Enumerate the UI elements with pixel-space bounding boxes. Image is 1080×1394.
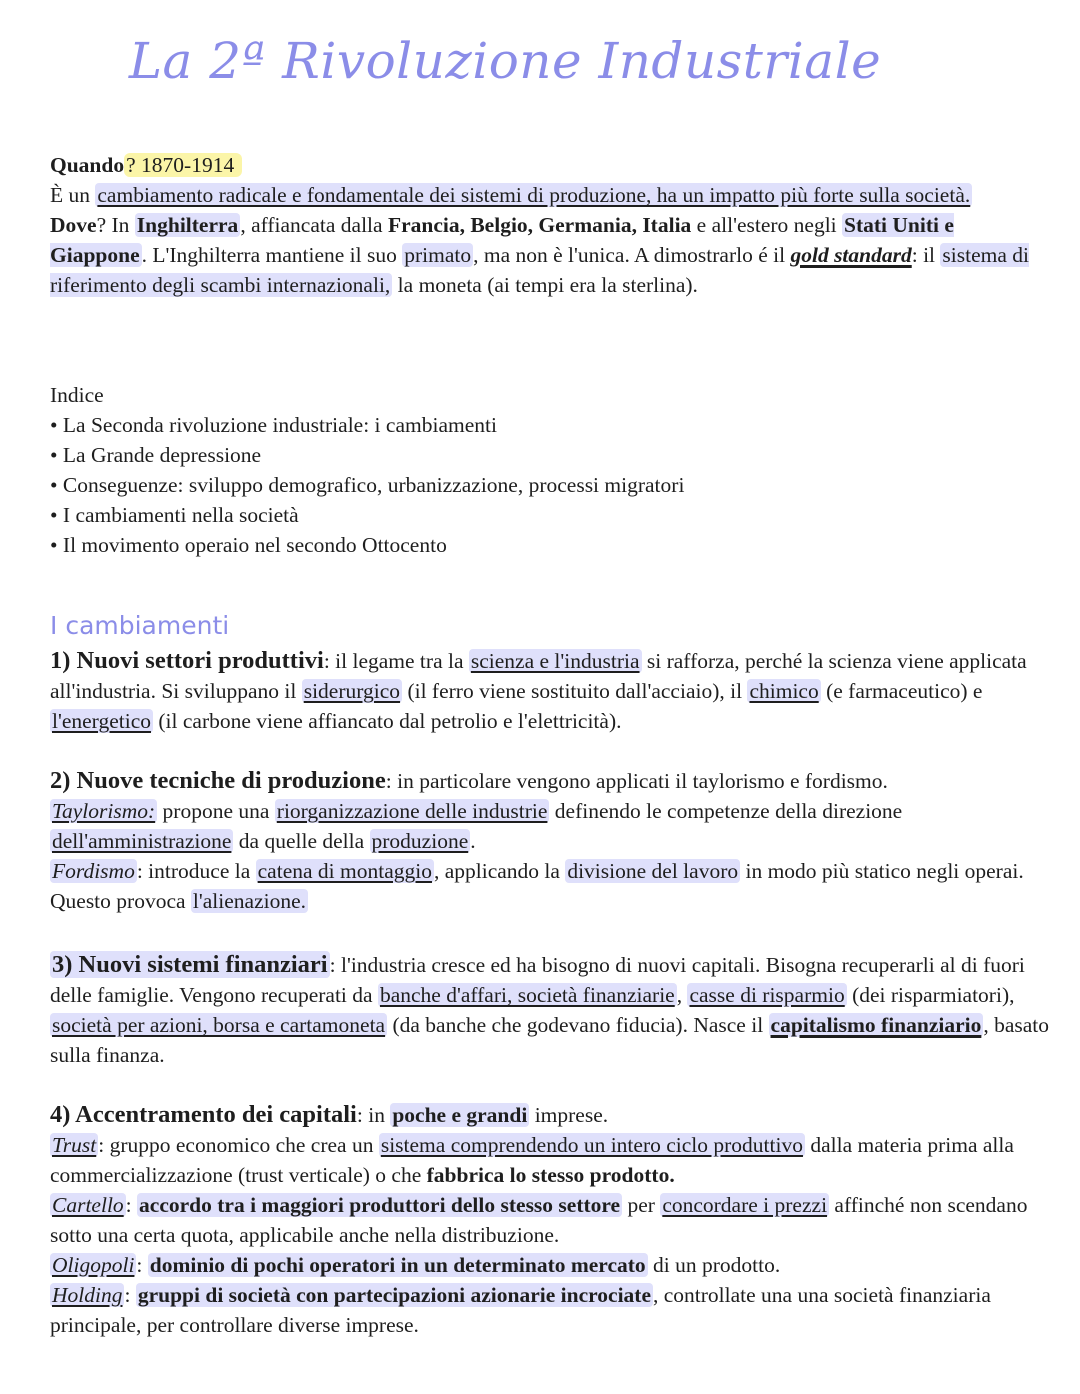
where-text-6: : il xyxy=(911,243,941,267)
when-label: Quando xyxy=(50,153,125,177)
where-text-7: la moneta (ai tempi era la sterlina). xyxy=(392,273,698,297)
definition-highlight: cambiamento radicale e fondamentale dei sistemi di produzione, ha un impatto più forte sulla società. xyxy=(97,183,971,207)
s4-trust-text-c: dalla materia prima alla commercializzazione (trust verticale) o che xyxy=(50,1133,1014,1187)
s4-trust-same-product: fabbrica lo stesso prodotto. xyxy=(426,1163,675,1187)
s4-trust-system: sistema comprendendo un intero ciclo produttivo xyxy=(380,1133,803,1157)
section-2-heading: 2) Nuove tecniche di produzione xyxy=(50,767,386,794)
s2-administration: dell'amministrazione xyxy=(52,829,232,853)
s2-production: produzione xyxy=(371,829,469,853)
s1-text-c: si rafforza, perché la scienza viene applicata all'industria. Si sviluppano il xyxy=(50,649,1027,703)
s1-science-industry: scienza e l'industria xyxy=(470,649,640,673)
where-text-4: . L'Inghilterra mantiene il suo xyxy=(141,243,403,267)
where-paragraph xyxy=(50,210,1050,300)
section-1-heading: 1) Nuovi settori produttivi xyxy=(50,647,324,674)
s1-text-i: (il carbone viene affiancato dal petrolio e l'elettricità). xyxy=(153,709,622,733)
s3-joint-stock: società per azioni, borsa e cartamoneta xyxy=(52,1013,386,1037)
gold-standard-term: gold standard xyxy=(790,243,912,267)
index-heading: Indice xyxy=(50,383,104,407)
index-item: • Il movimento operaio nel secondo Ottocento xyxy=(50,530,1050,560)
s2-t-text-g: . xyxy=(470,829,476,853)
s2-assembly-line: catena di montaggio xyxy=(257,859,432,883)
when-question-mark: ? xyxy=(126,153,136,177)
section-title: I cambiamenti xyxy=(50,611,230,640)
s4-text-a: : in xyxy=(356,1103,391,1127)
where-usa-japan: Stati Uniti e Giappone xyxy=(50,213,954,267)
where-countries: Francia, Belgio, Germania, Italia xyxy=(387,213,692,237)
definition-prefix: È un xyxy=(50,183,96,207)
s4-cart-text-c: per xyxy=(622,1193,661,1217)
s2-text-a: : in particolare vengono applicati il taylorismo e fordismo. xyxy=(385,769,888,793)
s4-cart-text-e: affinché non scendano sotto una certa quota, applicabile anche nella distribuzione. xyxy=(50,1193,1028,1247)
where-text-2: , affiancata dalla xyxy=(240,213,388,237)
s4-olig-text-c: di un prodotto. xyxy=(647,1253,781,1277)
s4-trust-text-a: : gruppo economico che crea un xyxy=(98,1133,379,1157)
index-item: • La Grande depressione xyxy=(50,440,1050,470)
s1-text-a: : il legame tra la xyxy=(323,649,469,673)
where-text-5: , ma non è l'unica. A dimostrarlo é il xyxy=(473,243,791,267)
s3-text-g: (da banche che godevano fiducia). Nasce il xyxy=(387,1013,769,1037)
where-primato: primato xyxy=(404,243,472,267)
section-3-heading: 3) Nuovi sistemi finanziari xyxy=(52,951,328,978)
page-title: La 2ª Rivoluzione Industriale xyxy=(128,32,882,90)
s4-text-c: imprese. xyxy=(529,1103,609,1127)
s4-cart-agreement: accordo tra i maggiori produttori dello stesso settore xyxy=(139,1193,621,1217)
when-line xyxy=(50,150,1050,180)
where-text-1: ? In xyxy=(96,213,135,237)
s2-f-text-c: , applicando la xyxy=(433,859,566,883)
s3-text-c: , xyxy=(676,983,688,1007)
index-item: • La Seconda rivoluzione industriale: i cambiamenti xyxy=(50,410,1050,440)
s3-financial-capitalism: capitalismo finanziario xyxy=(770,1013,982,1037)
s1-siderurgico: siderurgico xyxy=(303,679,401,703)
s4-few-large: poche e grandi xyxy=(392,1103,528,1127)
s3-savings-banks: casse di risparmio xyxy=(689,983,845,1007)
section-3 xyxy=(50,950,1050,1070)
s1-chimico: chimico xyxy=(749,679,819,703)
s2-t-text-a: propone una xyxy=(157,799,275,823)
section-1 xyxy=(50,646,1050,736)
s3-banks: banche d'affari, società finanziarie xyxy=(379,983,675,1007)
s2-f-text-e: in modo più statico negli operai. Questo provoca xyxy=(50,859,1024,913)
s4-hold-groups: gruppi di società con partecipazioni azionarie incrociate xyxy=(137,1283,651,1307)
s2-t-text-e: da quelle della xyxy=(233,829,370,853)
where-label: Dove xyxy=(50,213,97,237)
intro-section xyxy=(50,150,1050,300)
trust-label: Trust xyxy=(52,1133,97,1157)
index-item: • Conseguenze: sviluppo demografico, urbanizzazione, processi migratori xyxy=(50,470,1050,500)
when-years: 1870-1914 xyxy=(135,153,235,177)
s1-text-g: (e farmaceutico) e xyxy=(820,679,983,703)
holding-label: Holding xyxy=(52,1283,123,1307)
where-text-3: e all'estero negli xyxy=(691,213,843,237)
when-value xyxy=(124,153,242,177)
section-4-heading: 4) Accentramento dei capitali xyxy=(50,1101,357,1128)
s2-reorganization: riorganizzazione delle industrie xyxy=(276,799,548,823)
fordismo-label: Fordismo xyxy=(52,859,135,883)
s1-text-e: (il ferro viene sostituito dall'acciaio), il xyxy=(402,679,748,703)
s4-olig-text-a: : xyxy=(136,1253,148,1277)
cartello-label: Cartello xyxy=(52,1193,124,1217)
index-item: • I cambiamenti nella società xyxy=(50,500,1050,530)
s4-hold-text-c: , controllate una una società finanziaria principale, per controllare diverse imprese. xyxy=(50,1283,991,1337)
definition-line xyxy=(50,180,1050,210)
where-reference-system: sistema di riferimento degli scambi internazionali, xyxy=(50,243,1029,297)
s2-division-of-labor: divisione del lavoro xyxy=(567,859,739,883)
s2-t-text-c: definendo le competenze della direzione xyxy=(549,799,903,823)
oligopoli-label: Oligopoli xyxy=(52,1253,135,1277)
s4-hold-text-a: : xyxy=(124,1283,136,1307)
index-list xyxy=(50,410,1050,560)
where-england: Inghilterra xyxy=(136,213,239,237)
s2-alienation: l'alienazione. xyxy=(192,889,307,913)
s1-energetico: l'energetico xyxy=(52,709,151,733)
s4-cart-prices: concordare i prezzi xyxy=(662,1193,828,1217)
s3-text-e: (dei risparmiatori), xyxy=(846,983,1015,1007)
s3-text-a: : l'industria cresce ed ha bisogno di nuovi capitali. Bisogna recuperarli al di fuori delle famiglie. Vengono recuperati da xyxy=(50,953,1025,1007)
section-2 xyxy=(50,766,1050,916)
taylorismo-label: Taylorismo: xyxy=(52,799,156,823)
index-section xyxy=(50,380,1050,560)
s4-cart-text-a: : xyxy=(125,1193,138,1217)
s4-olig-dominance: dominio di pochi operatori in un determinato mercato xyxy=(149,1253,646,1277)
section-4 xyxy=(50,1100,1050,1340)
s3-text-i: , basato sulla finanza. xyxy=(50,1013,1050,1067)
s2-f-text-a: : introduce la xyxy=(136,859,256,883)
